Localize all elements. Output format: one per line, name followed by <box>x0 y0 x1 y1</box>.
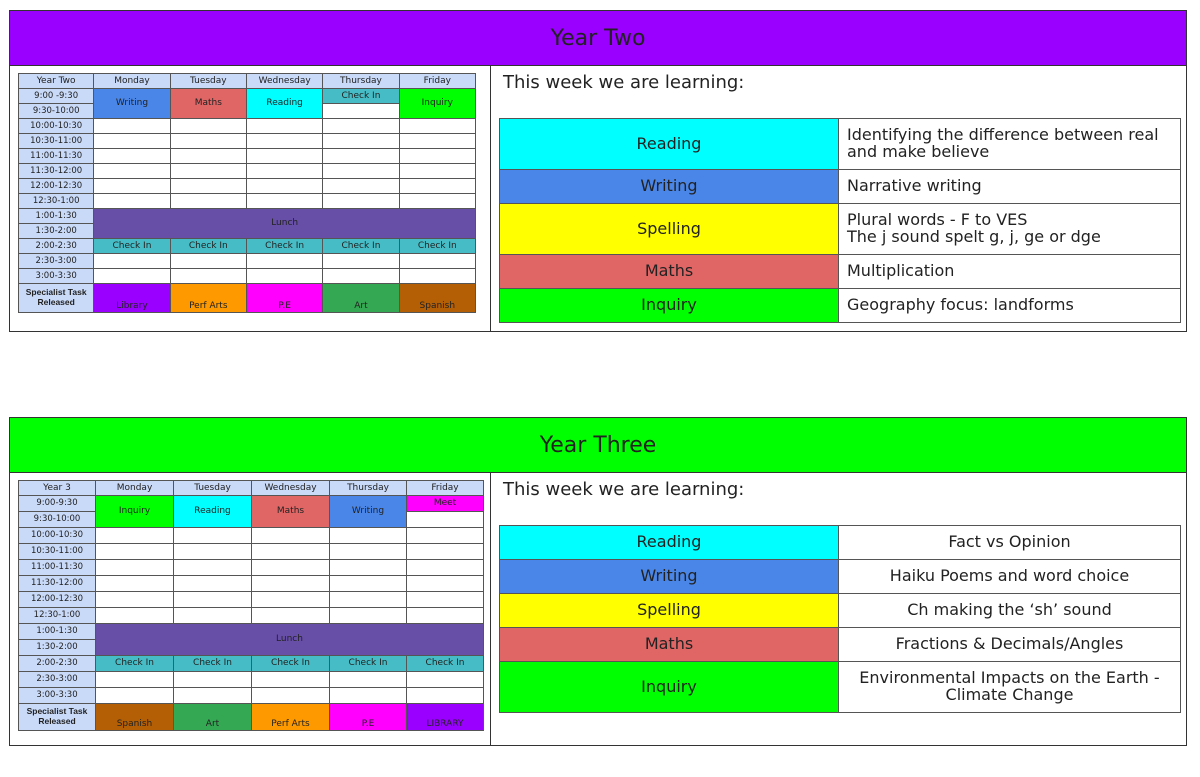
year-three-panel <box>9 417 1187 746</box>
learning-desc-spelling <box>839 204 1181 255</box>
timetable-corner: Year 3 <box>19 481 96 496</box>
timetable-check-in: Check In <box>323 239 399 254</box>
time-slot: 9:30-10:00 <box>19 104 94 119</box>
timetable-corner: Year Two <box>19 74 94 89</box>
time-slot: 11:30-12:00 <box>19 576 96 592</box>
time-slot: 2:00-2:30 <box>19 239 94 254</box>
time-slot: 1:00-1:30 <box>19 209 94 224</box>
time-slot: 12:30-1:00 <box>19 608 96 624</box>
specialist-library: LIBRARY <box>407 704 484 731</box>
learning-title: This week we are learning: <box>503 72 745 93</box>
time-slot: 1:30-2:00 <box>19 224 94 239</box>
time-slot: 10:00-10:30 <box>19 528 96 544</box>
timetable-lunch: Lunch <box>96 624 484 656</box>
spelling-line-2: The j sound spelt g, j, ge or dge <box>847 227 1101 246</box>
learning-subject-reading: Reading <box>500 526 839 560</box>
day-header: Friday <box>407 481 484 496</box>
learning-desc-spelling: Ch making the ‘sh’ sound <box>839 594 1181 628</box>
specialist-library: Library <box>94 284 170 313</box>
time-slot: 3:00-3:30 <box>19 269 94 284</box>
timetable-cell-inquiry: Inquiry <box>399 89 475 119</box>
learning-desc-inquiry: Geography focus: landforms <box>839 289 1181 323</box>
specialist-spanish: Spanish <box>399 284 475 313</box>
specialist-label: Specialist Task Released <box>19 284 94 313</box>
time-slot: 2:30-3:00 <box>19 672 96 688</box>
learning-subject-writing: Writing <box>500 560 839 594</box>
spelling-line-1: Plural words - F to VES <box>847 210 1028 230</box>
time-slot: 9:00 -9:30 <box>19 89 94 104</box>
learning-desc-inquiry: Environmental Impacts on the Earth - Climate Change <box>839 662 1181 713</box>
learning-subject-spelling: Spelling <box>500 594 839 628</box>
day-header: Monday <box>94 74 170 89</box>
year-three-timetable <box>10 473 491 745</box>
time-slot: 10:00-10:30 <box>19 119 94 134</box>
timetable-cell <box>323 104 399 119</box>
learning-subject-writing: Writing <box>500 170 839 204</box>
specialist-perf-arts: Perf Arts <box>170 284 246 313</box>
time-slot: 12:30-1:00 <box>19 194 94 209</box>
time-slot: 3:00-3:30 <box>19 688 96 704</box>
specialist-art: Art <box>174 704 252 731</box>
day-header: Thursday <box>330 481 407 496</box>
year-three-banner <box>10 418 1186 473</box>
timetable-cell-inquiry: Inquiry <box>96 496 174 528</box>
year-two-learning <box>491 66 1186 331</box>
timetable-check-in: Check In <box>246 239 322 254</box>
day-header: Friday <box>399 74 475 89</box>
time-slot: 2:30-3:00 <box>19 254 94 269</box>
learning-title: This week we are learning: <box>503 479 745 500</box>
timetable-check-in: Check In <box>399 239 475 254</box>
time-slot: 1:00-1:30 <box>19 624 96 640</box>
learning-subject-inquiry: Inquiry <box>500 289 839 323</box>
timetable-check-in: Check In <box>96 656 174 672</box>
learning-desc-writing: Haiku Poems and word choice <box>839 560 1181 594</box>
timetable-check-in: Check In <box>170 239 246 254</box>
timetable-cell-writing: Writing <box>94 89 170 119</box>
timetable-cell-check-in: Check In <box>323 89 399 104</box>
time-slot: 12:00-12:30 <box>19 592 96 608</box>
learning-desc-reading: Fact vs Opinion <box>839 526 1181 560</box>
timetable-cell-maths: Maths <box>252 496 330 528</box>
learning-desc-maths: Fractions & Decimals/Angles <box>839 628 1181 662</box>
year-three-learning <box>491 473 1186 745</box>
time-slot: 10:30-11:00 <box>19 134 94 149</box>
timetable-cell-reading: Reading <box>246 89 322 119</box>
time-slot: 11:00-11:30 <box>19 560 96 576</box>
timetable-check-in: Check In <box>252 656 330 672</box>
day-header: Wednesday <box>246 74 322 89</box>
learning-subject-maths: Maths <box>500 628 839 662</box>
year-two-timetable <box>10 66 491 331</box>
learning-subject-inquiry: Inquiry <box>500 662 839 713</box>
time-slot: 1:30-2:00 <box>19 640 96 656</box>
specialist-label: Specialist Task Released <box>19 704 96 731</box>
specialist-spanish: Spanish <box>96 704 174 731</box>
year-two-banner <box>10 11 1186 66</box>
time-slot: 12:00-12:30 <box>19 179 94 194</box>
specialist-pe: P.E <box>330 704 407 731</box>
timetable-cell-writing: Writing <box>330 496 407 528</box>
timetable-cell <box>407 512 484 528</box>
time-slot: 2:00-2:30 <box>19 656 96 672</box>
day-header: Tuesday <box>170 74 246 89</box>
day-header: Tuesday <box>174 481 252 496</box>
timetable-cell-reading: Reading <box>174 496 252 528</box>
learning-subject-maths: Maths <box>500 255 839 289</box>
timetable-check-in: Check In <box>94 239 170 254</box>
time-slot: 11:00-11:30 <box>19 149 94 164</box>
timetable-lunch: Lunch <box>94 209 476 239</box>
year-three-title: Year Three <box>539 432 657 458</box>
time-slot: 11:30-12:00 <box>19 164 94 179</box>
specialist-pe: P.E <box>246 284 322 313</box>
specialist-art: Art <box>323 284 399 313</box>
timetable-check-in: Check In <box>174 656 252 672</box>
specialist-perf-arts: Perf Arts <box>252 704 330 731</box>
time-slot: 9:30-10:00 <box>19 512 96 528</box>
day-header: Thursday <box>323 74 399 89</box>
learning-subject-reading: Reading <box>500 119 839 170</box>
learning-subject-spelling: Spelling <box>500 204 839 255</box>
timetable-cell-meet: Meet <box>407 496 484 512</box>
day-header: Wednesday <box>252 481 330 496</box>
day-header: Monday <box>96 481 174 496</box>
timetable-cell-maths: Maths <box>170 89 246 119</box>
time-slot: 10:30-11:00 <box>19 544 96 560</box>
time-slot: 9:00-9:30 <box>19 496 96 512</box>
year-two-title: Year Two <box>550 25 646 51</box>
learning-desc-maths: Multiplication <box>839 255 1181 289</box>
year-two-panel <box>9 10 1187 332</box>
timetable-check-in: Check In <box>407 656 484 672</box>
learning-desc-writing: Narrative writing <box>839 170 1181 204</box>
timetable-check-in: Check In <box>330 656 407 672</box>
learning-desc-reading: Identifying the difference between real and make believe <box>839 119 1181 170</box>
